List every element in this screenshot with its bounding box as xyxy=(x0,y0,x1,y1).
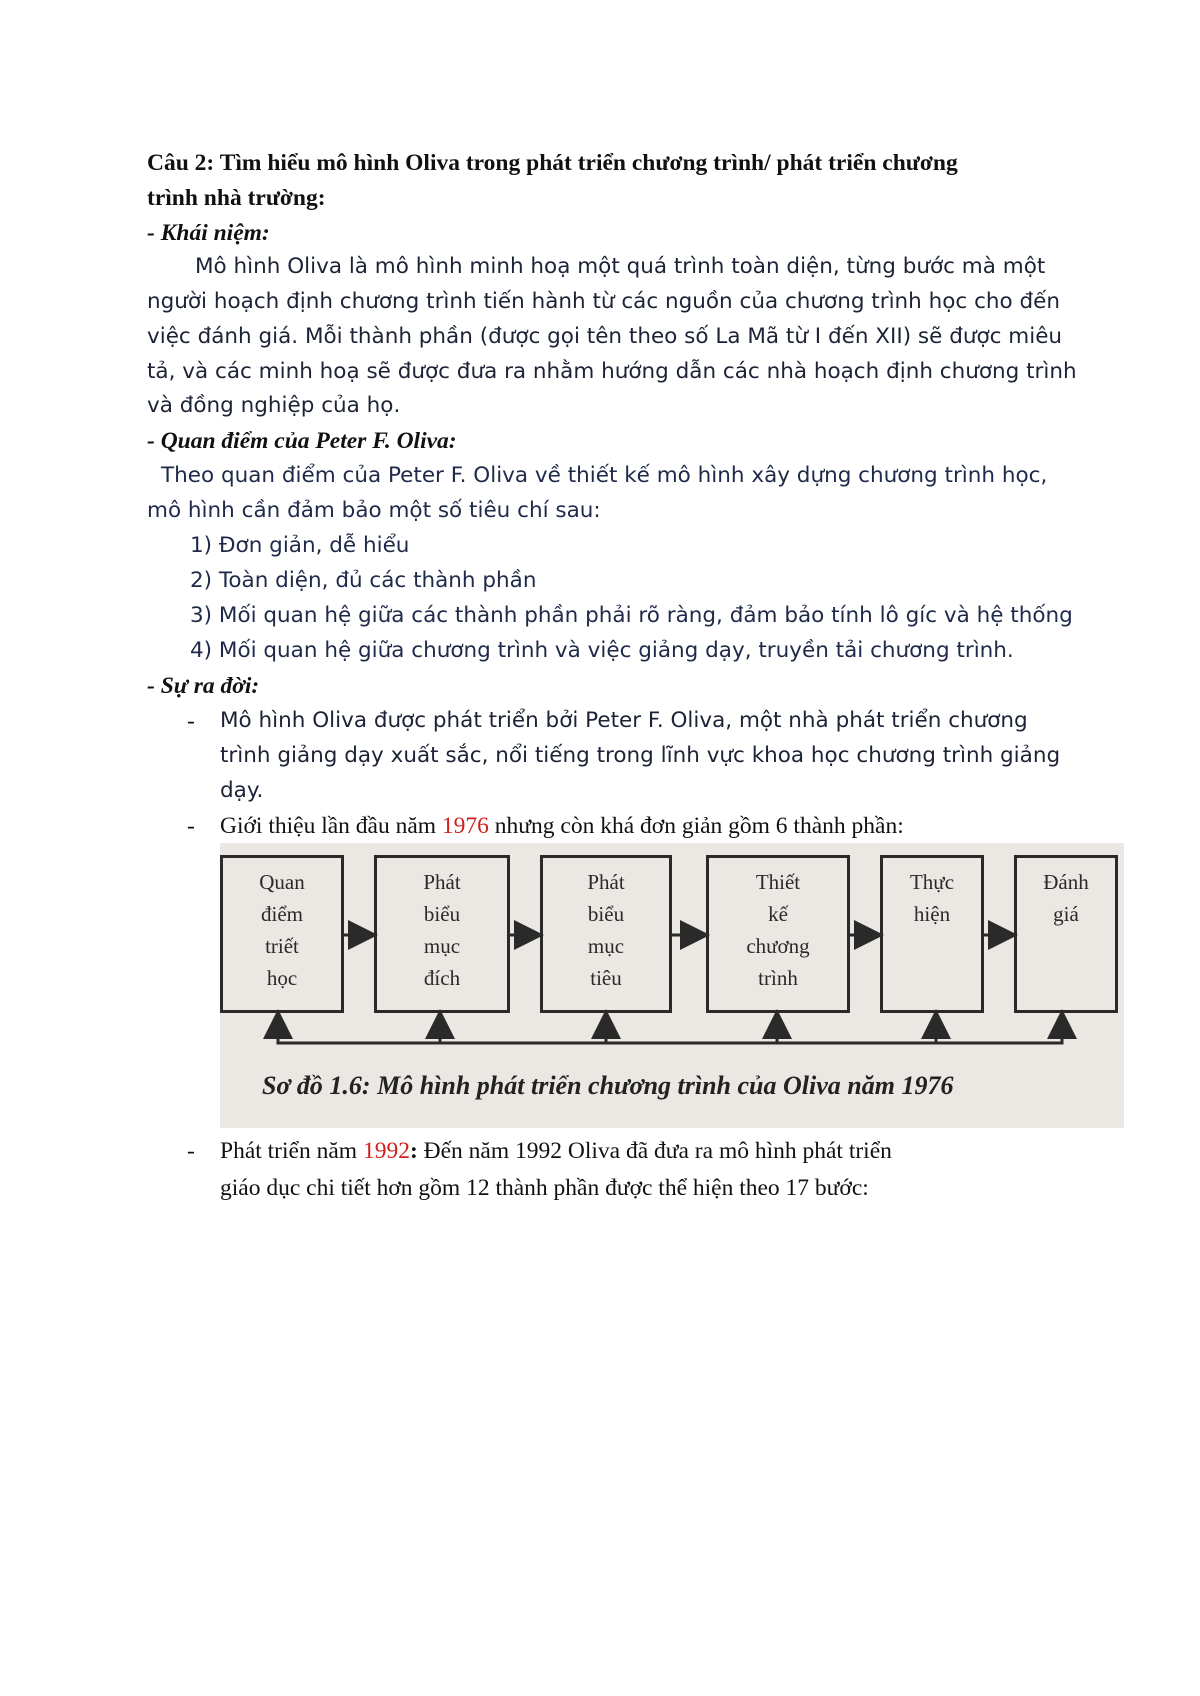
box-danh-gia xyxy=(1014,855,1118,1013)
bullet-2-text-after: nhưng còn khá đơn giản gồm 6 thành phần: xyxy=(488,813,904,839)
box-4-line-1: Thiết xyxy=(755,870,801,894)
box-2-line-1: Phát xyxy=(423,870,461,894)
feedback-line xyxy=(278,1019,1062,1043)
oliva-1976-diagram xyxy=(220,843,1124,1128)
box-quan-diem-triet-hoc xyxy=(220,855,344,1013)
box-1-line-2: điểm xyxy=(261,902,303,926)
bullet-2-line xyxy=(220,813,904,840)
khai-niem-line-2: người hoạch định chương trình tiến hành từ các nguồn của chương trình học cho đến xyxy=(147,289,1061,314)
box-1-line-1: Quan xyxy=(259,870,305,894)
box-thiet-ke-chuong-trinh xyxy=(706,855,850,1013)
quan-diem-intro-2: mô hình cần đảm bảo một số tiêu chí sau: xyxy=(147,498,601,523)
box-3-line-1: Phát xyxy=(587,870,625,894)
bullet-2-text-before: Giới thiệu lần đầu năm xyxy=(220,813,442,839)
box-6-line-1: Đánh xyxy=(1043,870,1089,894)
box-4-line-2: kế xyxy=(768,902,788,926)
criterion-2: 2) Toàn diện, đủ các thành phần xyxy=(190,568,537,593)
box-1-line-4: học xyxy=(266,966,298,990)
box-4-line-3: chương xyxy=(746,934,810,958)
bullet-3-line-2: giáo dục chi tiết hơn gồm 12 thành phần được thể hiện theo 17 bước: xyxy=(220,1175,869,1201)
khai-niem-line-4: tả, và các minh hoạ sẽ được đưa ra nhằm hướng dẫn các nhà hoạch định chương trình xyxy=(147,359,1077,384)
quan-diem-intro-1: Theo quan điểm của Peter F. Oliva về thiết kế mô hình xây dựng chương trình học, xyxy=(161,463,1048,488)
box-5-line-2: hiện xyxy=(913,902,951,926)
year-1992: 1992 xyxy=(362,1138,410,1164)
box-5-line-1: Thực xyxy=(909,870,955,894)
bullet-3-text-after: Đến năm 1992 Oliva đã đưa ra mô hình phát triển xyxy=(417,1138,892,1164)
heading-quan-diem: - Quan điểm của Peter F. Oliva: xyxy=(147,428,457,454)
box-thuc-hien xyxy=(880,855,984,1013)
box-2-line-2: biểu xyxy=(423,902,461,926)
bullet-3-text-before: Phát triển năm xyxy=(220,1138,363,1164)
heading-khai-niem: - Khái niệm: xyxy=(147,220,270,246)
bullet-3-line-1 xyxy=(220,1138,892,1165)
box-phat-bieu-muc-tieu xyxy=(540,855,672,1013)
khai-niem-line-1: Mô hình Oliva là mô hình minh hoạ một quá trình toàn diện, từng bước mà một xyxy=(195,254,1046,279)
bullet-1-line-1: Mô hình Oliva được phát triển bởi Peter F. Oliva, một nhà phát triển chương xyxy=(220,708,1028,733)
box-3-line-3: mục xyxy=(587,934,625,958)
heading-su-ra-doi: - Sự ra đời: xyxy=(147,673,260,699)
box-4-line-4: trình xyxy=(758,966,798,990)
box-1-line-3: triết xyxy=(265,934,299,958)
box-3-line-2: biểu xyxy=(587,902,625,926)
year-1976: 1976 xyxy=(441,813,489,839)
bullet-3-colon: : xyxy=(409,1138,418,1164)
criterion-3: 3) Mối quan hệ giữa các thành phần phải rõ ràng, đảm bảo tính lô gíc và hệ thống xyxy=(190,603,1073,628)
box-phat-bieu-muc-dich xyxy=(374,855,510,1013)
diagram-caption: Sơ đồ 1.6: Mô hình phát triển chương trình của Oliva năm 1976 xyxy=(262,1071,954,1100)
bullet-dash-3: - xyxy=(187,1138,195,1164)
khai-niem-line-3: việc đánh giá. Mỗi thành phần (được gọi tên theo số La Mã từ I đến XII) sẽ được miêu xyxy=(147,324,1063,349)
box-2-line-4: đích xyxy=(423,966,461,990)
criterion-1: 1) Đơn giản, dễ hiểu xyxy=(190,533,410,558)
question-title-line-1: Câu 2: Tìm hiểu mô hình Oliva trong phát triển chương trình/ phát triển chương xyxy=(147,150,958,176)
box-6-line-2: giá xyxy=(1053,902,1079,926)
box-2-line-3: mục xyxy=(423,934,461,958)
bullet-1-line-2: trình giảng dạy xuất sắc, nổi tiếng trong lĩnh vực khoa học chương trình giảng xyxy=(220,743,1061,768)
criterion-4: 4) Mối quan hệ giữa chương trình và việc giảng dạy, truyền tải chương trình. xyxy=(190,638,1014,663)
question-title-line-2: trình nhà trường: xyxy=(147,185,326,211)
khai-niem-line-5: và đồng nghiệp của họ. xyxy=(147,393,401,418)
bullet-dash-1: - xyxy=(187,708,195,734)
bullet-1-line-3: dạy. xyxy=(220,778,264,803)
bullet-dash-2: - xyxy=(187,813,195,839)
box-3-line-4: tiêu xyxy=(590,966,622,990)
